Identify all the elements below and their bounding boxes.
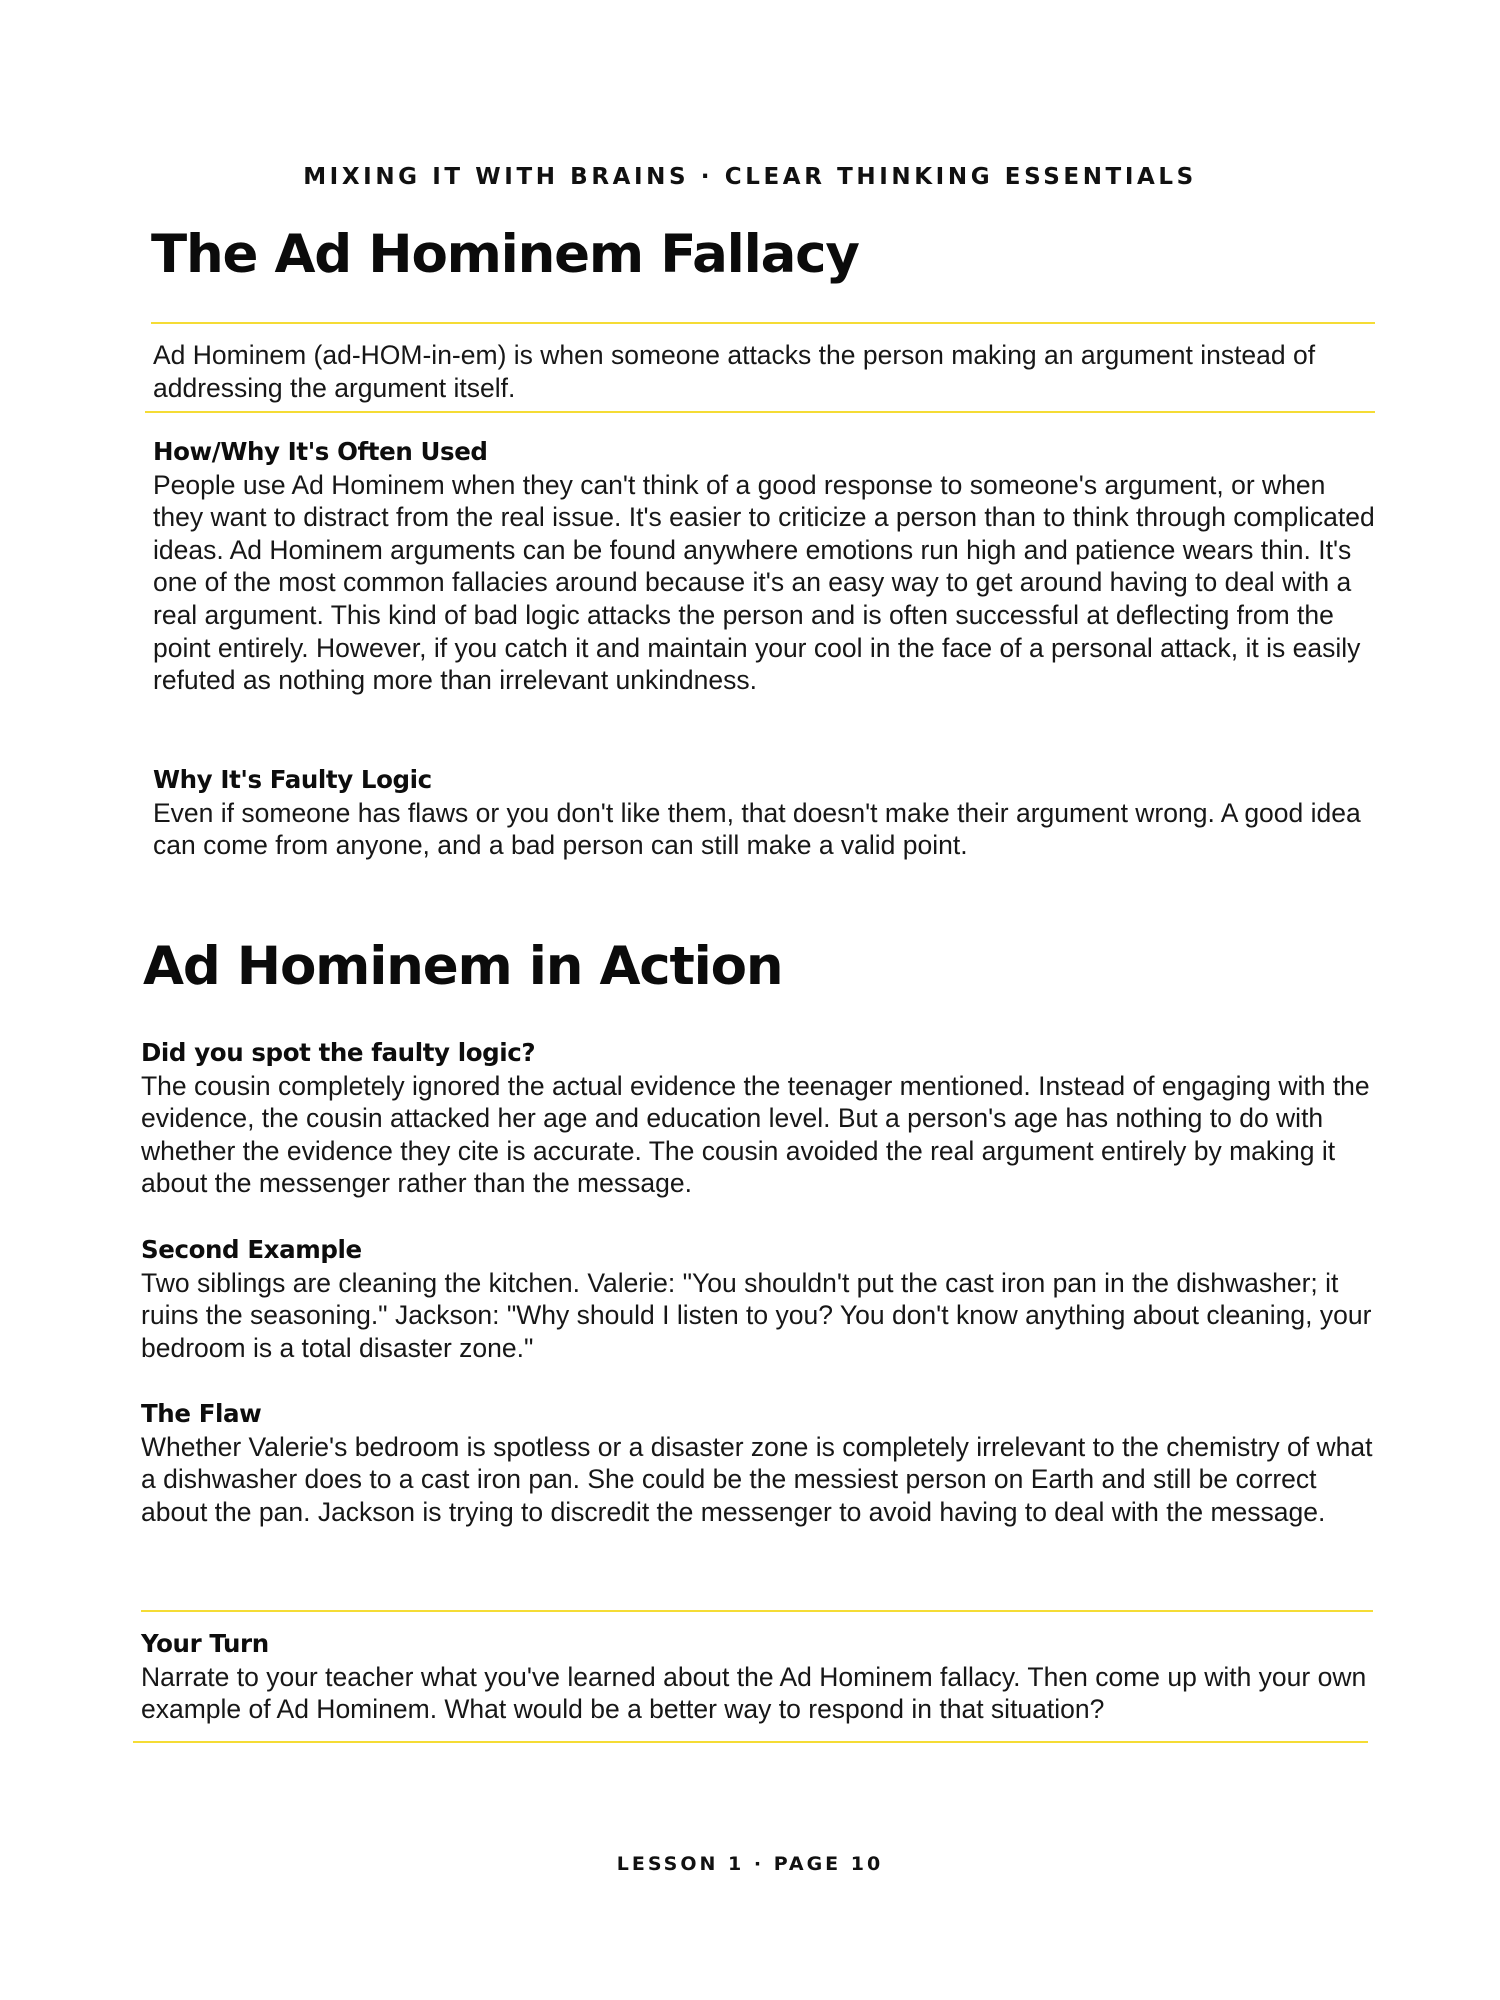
flaw-heading: The Flaw: [141, 1399, 262, 1428]
faulty-logic-body: Even if someone has flaws or you don't like them, that doesn't make their argument wrong. A good idea can come from anyone, and a bad person can still make a valid point.: [153, 797, 1361, 861]
divider-your-turn-bottom: [133, 1741, 1368, 1743]
divider-your-turn-top: [141, 1610, 1373, 1612]
section-title-in-action: Ad Hominem in Action: [143, 936, 783, 997]
your-turn-section: [141, 1628, 1381, 1726]
faulty-logic-section: [153, 764, 1378, 862]
how-why-body: People use Ad Hominem when they can't think of a good response to someone's argument, or when they want to distract from the real issue. It's easier to criticize a person than to think through complicated ideas. Ad Hominem arguments can be found anywhere emotions run high and patience wears thin. It's one of the most common fallacies around because it's an easy way to get around having to deal with a real argument. This kind of bad logic attacks the person and is often successful at deflecting from the point entirely. However, if you catch it and maintain your cool in the face of a personal attack, it is easily refuted as nothing more than irrelevant unkindness.: [153, 469, 1375, 696]
faulty-logic-heading: Why It's Faulty Logic: [153, 765, 432, 794]
divider-top: [151, 322, 1375, 324]
definition-text: Ad Hominem (ad-HOM-in-em) is when someone attacks the person making an argument instead of addressing the argument itself.: [153, 340, 1316, 403]
spot-faulty-logic-heading: Did you spot the faulty logic?: [141, 1038, 536, 1067]
second-example-section: [141, 1234, 1381, 1364]
spot-faulty-logic-body: The cousin completely ignored the actual evidence the teenager mentioned. Instead of engaging with the evidence, the cousin attacked her age and education level. But a person's age has nothing to do with whether the evidence they cite is accurate. The cousin avoided the real argument entirely by making it about the messenger rather than the message.: [141, 1070, 1370, 1199]
your-turn-body: Narrate to your teacher what you've learned about the Ad Hominem fallacy. Then come up with your own example of Ad Hominem. What would be a better way to respond in that situation?: [141, 1661, 1367, 1725]
how-why-section: [153, 436, 1378, 697]
second-example-body: Two siblings are cleaning the kitchen. Valerie: "You shouldn't put the cast iron pan in the dishwasher; it ruins the seasoning." Jackson: "Why should I listen to you? You don't know anything about cleaning, your bedroom is a total disaster zone.": [141, 1267, 1372, 1363]
second-example-heading: Second Example: [141, 1235, 362, 1264]
divider-definition: [145, 411, 1375, 413]
how-why-heading: How/Why It's Often Used: [153, 437, 488, 466]
series-eyebrow: MIXING IT WITH BRAINS · CLEAR THINKING ESSENTIALS: [303, 164, 1197, 190]
page-title: The Ad Hominem Fallacy: [151, 224, 859, 285]
definition-block: [153, 339, 1375, 404]
spot-faulty-logic-section: [141, 1037, 1381, 1200]
flaw-body: Whether Valerie's bedroom is spotless or a disaster zone is completely irrelevant to the chemistry of what a dishwasher does to a cast iron pan. She could be the messiest person on Earth and still be correct about the pan. Jackson is trying to discredit the messenger to avoid having to deal with the message.: [141, 1431, 1373, 1527]
your-turn-heading: Your Turn: [141, 1629, 269, 1658]
page-footer: LESSON 1 · PAGE 10: [616, 1853, 884, 1875]
flaw-section: [141, 1398, 1381, 1528]
